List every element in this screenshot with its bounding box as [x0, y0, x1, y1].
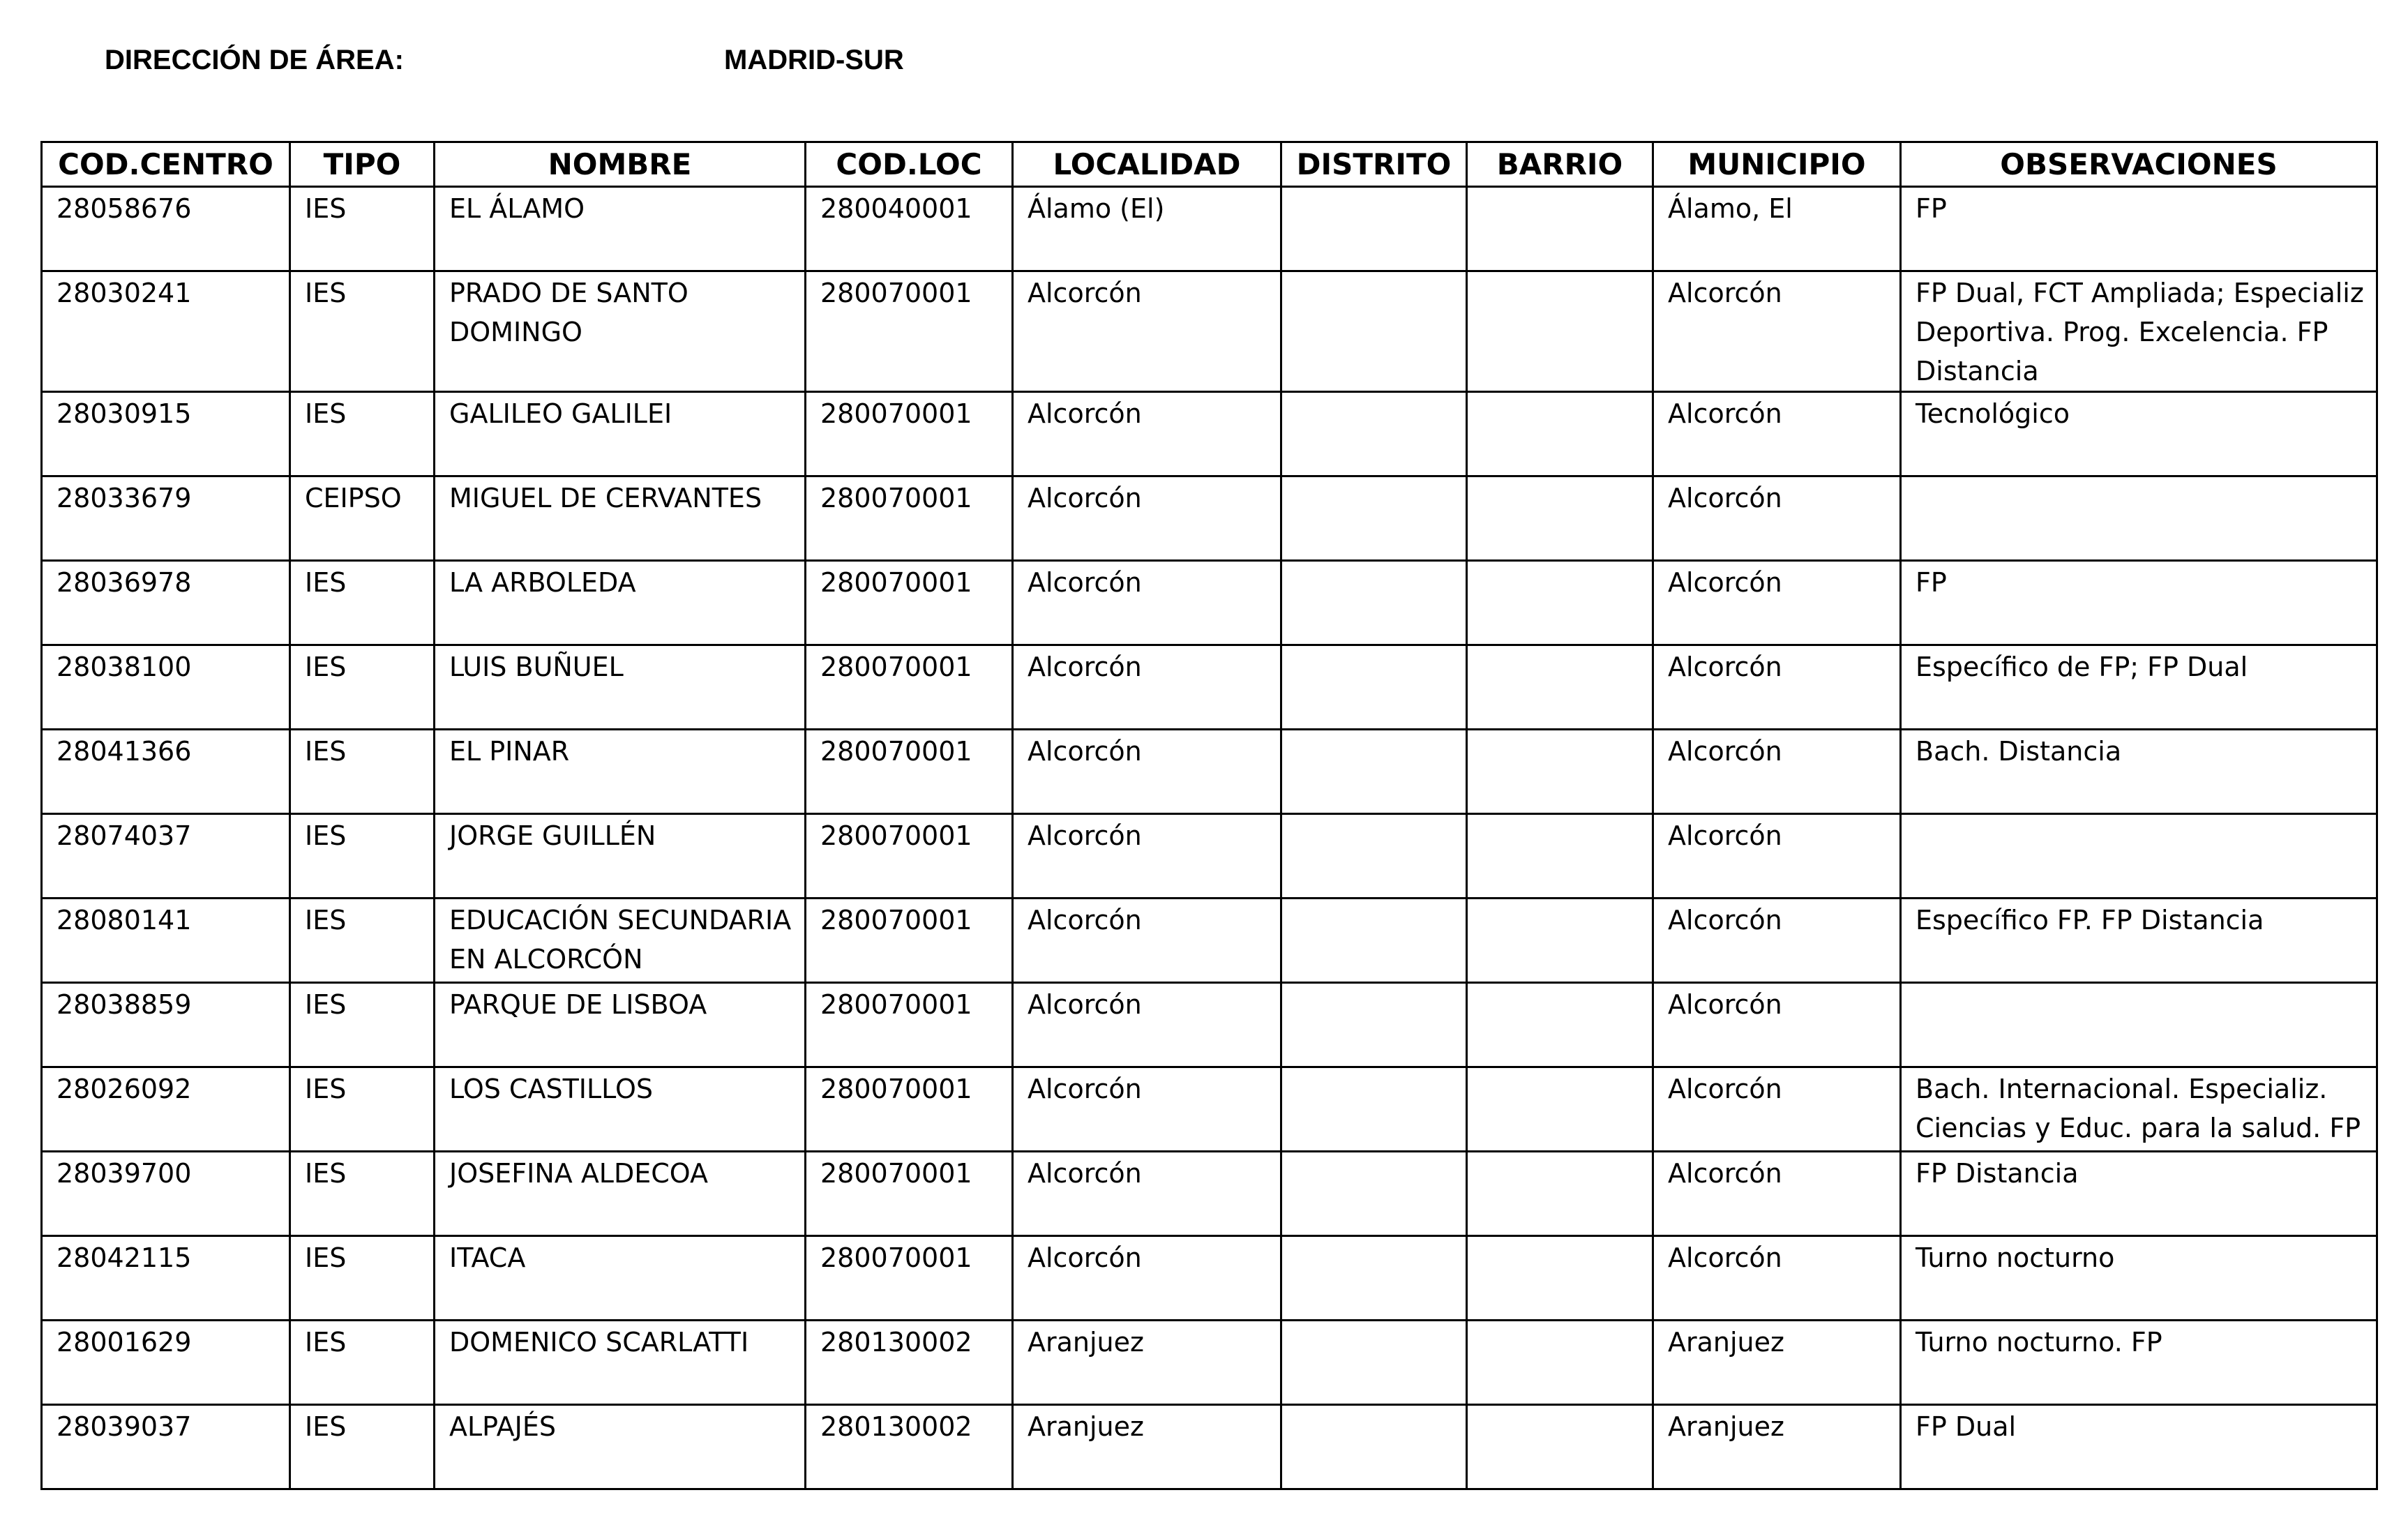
tipo-cell: IES — [290, 187, 435, 271]
barrio-cell — [1467, 1067, 1653, 1152]
observaciones-cell: FP — [1901, 187, 2377, 271]
municipio-cell: Alcorcón — [1653, 899, 1901, 983]
localidad-cell: Alcorcón — [1013, 392, 1281, 476]
cod-loc-cell: 280070001 — [806, 561, 1013, 645]
cod-centro-cell: 28039037 — [42, 1405, 290, 1489]
observaciones-cell: FP — [1901, 561, 2377, 645]
cod-centro-cell: 28038859 — [42, 983, 290, 1067]
nombre-cell: DOMENICO SCARLATTI — [435, 1321, 806, 1405]
municipio-cell: Alcorcón — [1653, 1236, 1901, 1321]
observaciones-cell: Bach. Internacional. Especializ. Ciencias y Educ. para la salud. FP — [1901, 1067, 2377, 1152]
distrito-cell — [1281, 1236, 1467, 1321]
table-row — [42, 983, 2377, 1067]
tipo-cell: IES — [290, 1321, 435, 1405]
municipio-cell: Alcorcón — [1653, 814, 1901, 899]
localidad-cell: Alcorcón — [1013, 561, 1281, 645]
observaciones-cell: FP Dual, FCT Ampliada; Especializ Deportiva. Prog. Excelencia. FP Distancia — [1901, 271, 2377, 392]
localidad-cell: Aranjuez — [1013, 1405, 1281, 1489]
table-row — [42, 1067, 2377, 1152]
nombre-cell: JOSEFINA ALDECOA — [435, 1152, 806, 1236]
cod-centro-cell: 28074037 — [42, 814, 290, 899]
cod-centro-cell: 28030241 — [42, 271, 290, 392]
nombre-cell: PRADO DE SANTO DOMINGO — [435, 271, 806, 392]
tipo-cell: IES — [290, 814, 435, 899]
column-header-cod-centro: COD.CENTRO — [42, 142, 290, 187]
nombre-cell: ITACA — [435, 1236, 806, 1321]
table-body — [42, 187, 2377, 1489]
tipo-cell: IES — [290, 983, 435, 1067]
localidad-cell: Alcorcón — [1013, 1067, 1281, 1152]
barrio-cell — [1467, 561, 1653, 645]
table-row — [42, 1236, 2377, 1321]
barrio-cell — [1467, 392, 1653, 476]
distrito-cell — [1281, 1067, 1467, 1152]
tipo-cell: IES — [290, 561, 435, 645]
observaciones-cell: Específico FP. FP Distancia — [1901, 899, 2377, 983]
column-header-barrio: BARRIO — [1467, 142, 1653, 187]
table-row — [42, 1405, 2377, 1489]
nombre-cell: EDUCACIÓN SECUNDARIA EN ALCORCÓN — [435, 899, 806, 983]
municipio-cell: Alcorcón — [1653, 392, 1901, 476]
cod-loc-cell: 280070001 — [806, 730, 1013, 814]
tipo-cell: IES — [290, 730, 435, 814]
cod-centro-cell: 28058676 — [42, 187, 290, 271]
cod-loc-cell: 280070001 — [806, 645, 1013, 730]
observaciones-cell — [1901, 476, 2377, 561]
nombre-cell: MIGUEL DE CERVANTES — [435, 476, 806, 561]
localidad-cell: Alcorcón — [1013, 1236, 1281, 1321]
tipo-cell: IES — [290, 899, 435, 983]
localidad-cell: Alcorcón — [1013, 730, 1281, 814]
nombre-cell: LUIS BUÑUEL — [435, 645, 806, 730]
distrito-cell — [1281, 187, 1467, 271]
municipio-cell: Álamo, El — [1653, 187, 1901, 271]
cod-loc-cell: 280070001 — [806, 814, 1013, 899]
nombre-cell: JORGE GUILLÉN — [435, 814, 806, 899]
area-label: DIRECCIÓN DE ÁREA: — [105, 45, 404, 75]
cod-loc-cell: 280040001 — [806, 187, 1013, 271]
area-header — [105, 39, 1081, 81]
localidad-cell: Alcorcón — [1013, 645, 1281, 730]
tipo-cell: IES — [290, 1236, 435, 1321]
cod-centro-cell: 28026092 — [42, 1067, 290, 1152]
centros-table — [40, 141, 2378, 1490]
table-row — [42, 645, 2377, 730]
cod-centro-cell: 28039700 — [42, 1152, 290, 1236]
table-row — [42, 730, 2377, 814]
distrito-cell — [1281, 1405, 1467, 1489]
localidad-cell: Aranjuez — [1013, 1321, 1281, 1405]
tipo-cell: IES — [290, 1152, 435, 1236]
barrio-cell — [1467, 899, 1653, 983]
table-row — [42, 271, 2377, 392]
distrito-cell — [1281, 392, 1467, 476]
cod-loc-cell: 280070001 — [806, 271, 1013, 392]
nombre-cell: LA ARBOLEDA — [435, 561, 806, 645]
cod-centro-cell: 28030915 — [42, 392, 290, 476]
observaciones-cell — [1901, 983, 2377, 1067]
table-header-row — [42, 142, 2377, 187]
table-row — [42, 1152, 2377, 1236]
table-row — [42, 187, 2377, 271]
municipio-cell: Aranjuez — [1653, 1405, 1901, 1489]
table-row — [42, 814, 2377, 899]
cod-centro-cell: 28001629 — [42, 1321, 290, 1405]
column-header-observaciones: OBSERVACIONES — [1901, 142, 2377, 187]
localidad-cell: Alcorcón — [1013, 476, 1281, 561]
distrito-cell — [1281, 561, 1467, 645]
observaciones-cell: Tecnológico — [1901, 392, 2377, 476]
cod-loc-cell: 280070001 — [806, 983, 1013, 1067]
barrio-cell — [1467, 1321, 1653, 1405]
nombre-cell: EL ÁLAMO — [435, 187, 806, 271]
nombre-cell: GALILEO GALILEI — [435, 392, 806, 476]
distrito-cell — [1281, 476, 1467, 561]
table-row — [42, 476, 2377, 561]
localidad-cell: Alcorcón — [1013, 1152, 1281, 1236]
distrito-cell — [1281, 271, 1467, 392]
observaciones-cell: Bach. Distancia — [1901, 730, 2377, 814]
localidad-cell: Alcorcón — [1013, 983, 1281, 1067]
distrito-cell — [1281, 1321, 1467, 1405]
distrito-cell — [1281, 983, 1467, 1067]
table-row — [42, 561, 2377, 645]
distrito-cell — [1281, 1152, 1467, 1236]
cod-loc-cell: 280070001 — [806, 1152, 1013, 1236]
column-header-municipio: MUNICIPIO — [1653, 142, 1901, 187]
cod-centro-cell: 28041366 — [42, 730, 290, 814]
tipo-cell: IES — [290, 1405, 435, 1489]
distrito-cell — [1281, 645, 1467, 730]
observaciones-cell: Turno nocturno — [1901, 1236, 2377, 1321]
column-header-nombre: NOMBRE — [435, 142, 806, 187]
municipio-cell: Alcorcón — [1653, 730, 1901, 814]
barrio-cell — [1467, 187, 1653, 271]
municipio-cell: Alcorcón — [1653, 1152, 1901, 1236]
distrito-cell — [1281, 730, 1467, 814]
distrito-cell — [1281, 814, 1467, 899]
cod-loc-cell: 280070001 — [806, 899, 1013, 983]
table-row — [42, 899, 2377, 983]
area-value: MADRID-SUR — [724, 45, 904, 75]
cod-loc-cell: 280130002 — [806, 1321, 1013, 1405]
municipio-cell: Alcorcón — [1653, 645, 1901, 730]
barrio-cell — [1467, 645, 1653, 730]
nombre-cell: PARQUE DE LISBOA — [435, 983, 806, 1067]
barrio-cell — [1467, 983, 1653, 1067]
cod-loc-cell: 280070001 — [806, 1236, 1013, 1321]
nombre-cell: EL PINAR — [435, 730, 806, 814]
cod-loc-cell: 280070001 — [806, 476, 1013, 561]
barrio-cell — [1467, 730, 1653, 814]
observaciones-cell — [1901, 814, 2377, 899]
cod-centro-cell: 28042115 — [42, 1236, 290, 1321]
localidad-cell: Álamo (El) — [1013, 187, 1281, 271]
observaciones-cell: Turno nocturno. FP — [1901, 1321, 2377, 1405]
tipo-cell: IES — [290, 271, 435, 392]
cod-loc-cell: 280070001 — [806, 392, 1013, 476]
tipo-cell: IES — [290, 1067, 435, 1152]
tipo-cell: IES — [290, 645, 435, 730]
tipo-cell: CEIPSO — [290, 476, 435, 561]
municipio-cell: Aranjuez — [1653, 1321, 1901, 1405]
observaciones-cell: FP Dual — [1901, 1405, 2377, 1489]
municipio-cell: Alcorcón — [1653, 983, 1901, 1067]
column-header-localidad: LOCALIDAD — [1013, 142, 1281, 187]
municipio-cell: Alcorcón — [1653, 1067, 1901, 1152]
nombre-cell: LOS CASTILLOS — [435, 1067, 806, 1152]
barrio-cell — [1467, 814, 1653, 899]
observaciones-cell: Específico de FP; FP Dual — [1901, 645, 2377, 730]
municipio-cell: Alcorcón — [1653, 271, 1901, 392]
cod-centro-cell: 28038100 — [42, 645, 290, 730]
observaciones-cell: FP Distancia — [1901, 1152, 2377, 1236]
barrio-cell — [1467, 271, 1653, 392]
nombre-cell: ALPAJÉS — [435, 1405, 806, 1489]
tipo-cell: IES — [290, 392, 435, 476]
table-row — [42, 1321, 2377, 1405]
barrio-cell — [1467, 1405, 1653, 1489]
table-row — [42, 392, 2377, 476]
cod-loc-cell: 280070001 — [806, 1067, 1013, 1152]
distrito-cell — [1281, 899, 1467, 983]
column-header-cod-loc: COD.LOC — [806, 142, 1013, 187]
localidad-cell: Alcorcón — [1013, 271, 1281, 392]
cod-centro-cell: 28080141 — [42, 899, 290, 983]
barrio-cell — [1467, 476, 1653, 561]
municipio-cell: Alcorcón — [1653, 476, 1901, 561]
barrio-cell — [1467, 1152, 1653, 1236]
cod-centro-cell: 28036978 — [42, 561, 290, 645]
column-header-distrito: DISTRITO — [1281, 142, 1467, 187]
municipio-cell: Alcorcón — [1653, 561, 1901, 645]
barrio-cell — [1467, 1236, 1653, 1321]
cod-centro-cell: 28033679 — [42, 476, 290, 561]
localidad-cell: Alcorcón — [1013, 814, 1281, 899]
column-header-tipo: TIPO — [290, 142, 435, 187]
cod-loc-cell: 280130002 — [806, 1405, 1013, 1489]
localidad-cell: Alcorcón — [1013, 899, 1281, 983]
